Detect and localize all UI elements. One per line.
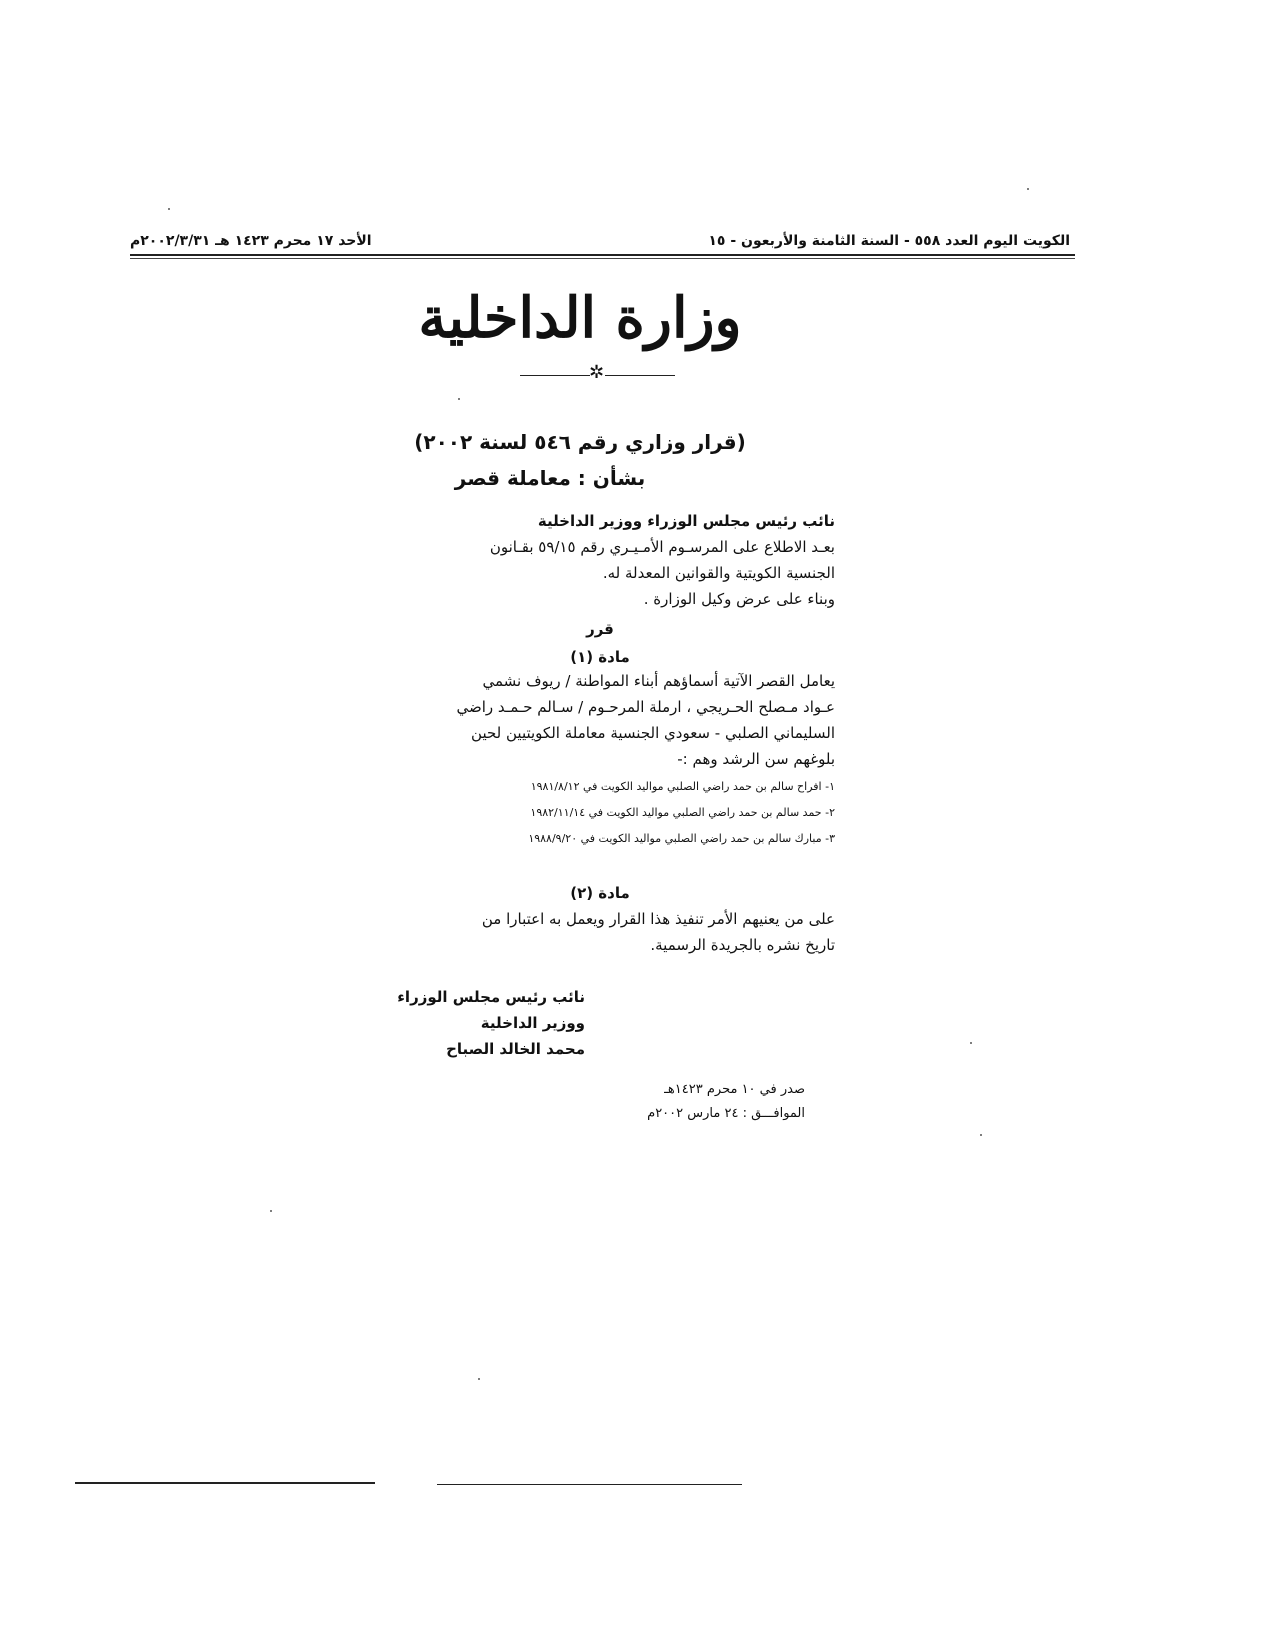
- footer-rule-right: [437, 1484, 742, 1485]
- preamble-line-1: بعـد الاطلاع على المرسـوم الأمـيـري رقم ٥٩/١٥ بقـانون: [489, 538, 835, 556]
- signature-title: نائب رئيس مجلس الوزراء: [397, 988, 585, 1006]
- article-1-line-2: عـواد مـصلح الحـريجي ، ارملة المرحـوم / سـالم حـمـد راضي: [456, 698, 835, 716]
- article-1-line-4: بلوغهم سن الرشد وهم :-: [677, 750, 835, 768]
- ornament-line-left: [520, 375, 590, 376]
- decision-subject: بشأن : معاملة قصر: [454, 466, 646, 490]
- article-2-line-1: على من يعنيهم الأمر تنفيذ هذا القرار ويعمل به اعتبارا من: [481, 910, 835, 928]
- header-rule: [130, 254, 1075, 256]
- preamble-line-2: الجنسية الكويتية والقوانين المعدلة له.: [602, 564, 835, 582]
- signature-name: محمد الخالد الصباح: [446, 1040, 585, 1058]
- scan-speck: [970, 1042, 972, 1044]
- preamble-line-3: وبناء على عرض وكيل الوزارة .: [643, 590, 835, 608]
- gazette-date-header: الأحد ١٧ محرم ١٤٢٣ هـ ٢٠٠٢/٣/٣١م: [130, 233, 372, 249]
- scan-speck: [980, 1134, 982, 1136]
- scan-speck: [458, 398, 460, 400]
- scan-speck: [270, 1210, 272, 1212]
- signature-office: ووزير الداخلية: [480, 1014, 585, 1032]
- gazette-issue-header: الكويت اليوم العدد ٥٥٨ - السنة الثامنة والأربعون - ١٥: [708, 233, 1070, 249]
- footer-rule-left: [75, 1482, 375, 1484]
- article-2-heading: مادة (٢): [570, 884, 630, 902]
- list-item: ٢- حمد سالم بن حمد راضي الصلبي مواليد الكويت في ١٩٨٢/١١/١٤: [530, 806, 835, 819]
- ministry-title: وزارة الداخلية: [418, 285, 742, 351]
- scan-speck: [478, 1378, 480, 1380]
- ornament-star-icon: ✲: [589, 362, 605, 383]
- issued-date: صدر في ١٠ محرم ١٤٢٣هـ: [664, 1082, 805, 1097]
- ornament-line-right: [605, 375, 675, 376]
- issuer-line: نائب رئيس مجلس الوزراء ووزير الداخلية: [537, 512, 835, 530]
- article-1-line-1: يعامل القصر الآتية أسماؤهم أبناء المواطنة / ريوف نشمي: [482, 672, 835, 690]
- scan-speck: [1027, 188, 1029, 190]
- scan-speck: [168, 208, 170, 210]
- header-rule-thin: [130, 258, 1075, 259]
- issued-equivalent-date: الموافـــق : ٢٤ مارس ٢٠٠٢م: [647, 1106, 805, 1121]
- decision-title: (قرار وزاري رقم ٥٤٦ لسنة ٢٠٠٢): [414, 430, 746, 454]
- article-2-line-2: تاريخ نشره بالجريدة الرسمية.: [650, 936, 835, 954]
- article-1-line-3: السليماني الصلبي - سعودي الجنسية معاملة الكويتيين لحين: [471, 724, 835, 742]
- list-item: ٣- مبارك سالم بن حمد راضي الصلبي مواليد الكويت في ١٩٨٨/٩/٢٠: [528, 832, 835, 845]
- decided-heading: قرر: [586, 620, 614, 638]
- article-1-heading: مادة (١): [570, 648, 630, 666]
- list-item: ١- افراح سالم بن حمد راضي الصلبي مواليد الكويت في ١٩٨١/٨/١٢: [530, 780, 835, 793]
